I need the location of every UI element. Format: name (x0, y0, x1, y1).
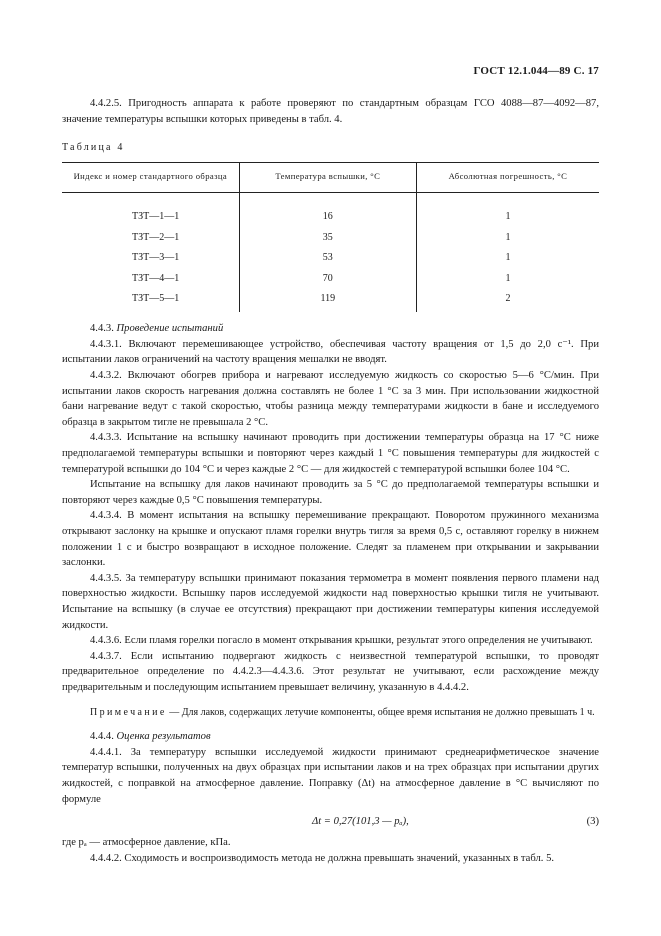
paragraph-4-4-2-5: 4.4.2.5. Пригодность аппарата к работе проверяют по стандартным образцам ГСО 4088—87—4092—87, значение температуры вспышки которых приведены в табл. 4. (62, 98, 599, 125)
section-heading-4-4-3 (62, 321, 599, 337)
cell-temp: 16 (239, 207, 416, 228)
table-4 (62, 162, 599, 313)
table-row (62, 248, 599, 269)
paragraph-4-4-3-1: 4.4.3.1. Включают перемешивающее устройство, обеспечивая частоту вращения от 1,5 до 2,0 с⁻¹. При испытании лаков ограничений на частоту вращения мешалки не вводят. (62, 338, 599, 366)
cell-index: ТЗТ—1—1 (132, 211, 180, 223)
note-label: Примечание (90, 706, 167, 718)
note-text: — Для лаков, содержащих летучие компоненты, общее время испытания не должно превышать 1 ч. (166, 706, 595, 718)
cell-index: ТЗТ—3—1 (132, 252, 180, 264)
cell-index: ТЗТ—4—1 (132, 272, 180, 284)
table-caption: Таблица 4 (62, 142, 125, 154)
cell-error: 1 (416, 227, 599, 248)
cell-error: 1 (416, 268, 599, 289)
formula-3 (62, 809, 599, 835)
document-body (62, 96, 599, 866)
paragraph-4-4-3-6: 4.4.3.6. Если пламя горелки погасло в момент открывания крышки, результат этого определения не учитывают. (90, 635, 593, 647)
formula-where: где pₐ — атмосферное давление, кПа. (62, 837, 231, 849)
paragraph-4-4-3-7: 4.4.3.7. Если испытанию подвергают жидкость с неизвестной температурой вспышки, то проводят предварительное определение по 4.4.2.3—4.4.3.6. Этот результат не учитывают, если расхождение между предварительным и последующим испытанием превышает величину, указанную в 4.4.4.2. (62, 650, 599, 693)
page-header: ГОСТ 12.1.044—89 С. 17 (473, 65, 599, 77)
cell-temp: 53 (239, 248, 416, 269)
paragraph-4-4-3-4: 4.4.3.4. В момент испытания на вспышку перемешивание прекращают. Поворотом пружинного механизма открывают заслонку на крышке и опускают пламя горелки внутрь тигля за время 0,5 с, оставляют горелку в нижнем положении 1 с и быстро возвращают в исходное положение. Следят за пламенем при открывании и закрывании заслонки. (62, 510, 599, 569)
table-header-row (62, 162, 599, 192)
table-row (62, 268, 599, 289)
table-row (62, 289, 599, 313)
formula-expression: Δt = 0,27(101,3 — pₐ), (312, 816, 409, 828)
paragraph-4-4-4-1: 4.4.4.1. За температуру вспышки исследуемой жидкости принимают среднеарифметическое значение температур вспышки, полученных на двух образцах при испытании лаков и на трех образцах при испытании других жидкостей, с поправкой на атмосферное давление. Поправку (Δt) на атмосферное давление в °С вычисляют по формуле (62, 746, 599, 805)
cell-temp: 119 (239, 289, 416, 313)
cell-temp: 35 (239, 227, 416, 248)
paragraph-4-4-3-2: 4.4.3.2. Включают обогрев прибора и нагревают исследуемую жидкость со скоростью 5—6 °С/мин. При испытании лаков скорость нагревания должна составлять не более 1 °С за 3 мин. При использовании жидкостной бани нагревание ведут с такой скоростью, чтобы разница между температурами жидкости в бане и исследуемого образца в закрытом тигле не превышала 2 °С. (62, 370, 599, 428)
paragraph-4-4-4-2: 4.4.4.2. Сходимость и воспроизводимость метода не должна превышать значений, указанных в табл. 5. (90, 852, 555, 864)
paragraph-4-4-3-5: 4.4.3.5. За температуру вспышки принимают показания термометра в момент появления первого пламени над поверхностью жидкости. Вспышку паров исследуемой жидкости над поверхностью крышки тигля не учитывают. Испытание на вспышку (в случае ее отсутствия) прекращают при достижении температуры кипения исследуемой жидкости. (62, 572, 599, 631)
section-number: 4.4.3. (90, 323, 114, 335)
cell-temp: 70 (239, 268, 416, 289)
col-header-error: Абсолютная погрешность, °С (416, 162, 599, 192)
col-header-index: Индекс и номер стандартного образца (62, 162, 239, 192)
cell-error: 1 (416, 207, 599, 228)
section-title: Оценка результатов (116, 731, 211, 743)
section-number: 4.4.4. (90, 731, 114, 743)
cell-error: 1 (416, 248, 599, 269)
formula-number: (3) (586, 816, 599, 828)
section-title: Проведение испытаний (116, 323, 224, 335)
table-row (62, 207, 599, 228)
cell-error: 2 (416, 289, 599, 313)
note (62, 705, 599, 721)
table-spacer (62, 192, 599, 207)
table-row (62, 227, 599, 248)
col-header-temp: Температура вспышки, °С (239, 162, 416, 192)
paragraph-4-4-3-3-lacquers: Испытание на вспышку для лаков начинают проводить за 5 °С до предполагаемой температуры вспышки и повторяют через каждые 0,5 °С повышения температуры. (62, 479, 599, 506)
paragraph-4-4-3-3: 4.4.3.3. Испытание на вспышку начинают проводить при достижении температуры образца на 17 °С ниже предполагаемой температуры вспышки и повторяют через каждый 1 °С повышения температуры для жидкостей с температурой вспышки до 104 °С и через каждые 2 °С — для жидкостей с температурой вспышки более 104 °С. (62, 432, 599, 475)
section-heading-4-4-4 (62, 729, 599, 745)
cell-index: ТЗТ—5—1 (132, 293, 180, 305)
cell-index: ТЗТ—2—1 (132, 231, 180, 243)
